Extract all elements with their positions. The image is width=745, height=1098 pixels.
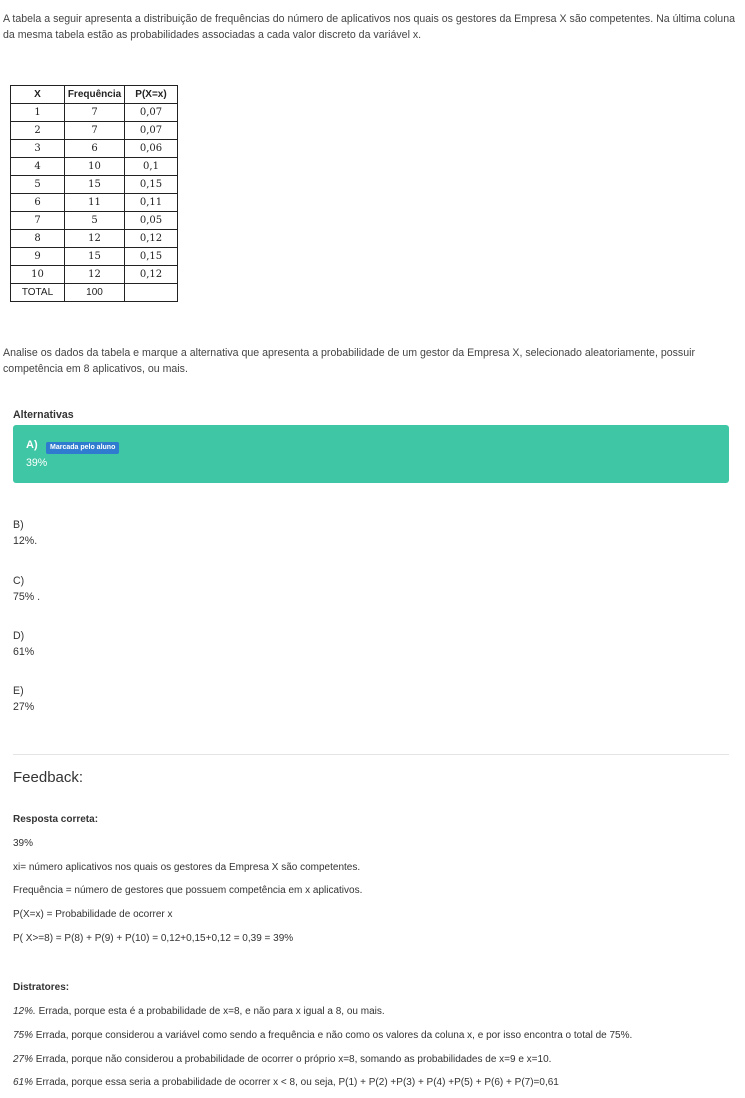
- intro-text: A tabela a seguir apresenta a distribuição de frequências do número de aplicativos nos quais os gestores da Empresa X são competentes. Na última coluna da mesma tabela estão as probabilidades associadas a cada valor discreto da variável x.: [3, 13, 735, 41]
- cell-x: 1: [11, 104, 65, 122]
- distractor-text: Errada, porque não considerou a probabilidade de ocorrer o próprio x=8, somando as probabilidades de x=9 e x=10.: [33, 1054, 552, 1065]
- distractor-value: 27%: [13, 1054, 34, 1065]
- table-row: [11, 266, 178, 284]
- feedback-line: Frequência = número de gestores que possuem competência em x aplicativos.: [13, 885, 363, 896]
- question-text: Analise os dados da tabela e marque a alternativa que apresenta a probabilidade de um gestor da Empresa X, selecionado aleatoriamente, possuir competência em 8 aplicativos, ou mais.: [3, 347, 695, 375]
- distractor-text: Errada, porque esta é a probabilidade de x=8, e não para x igual a 8, ou mais.: [35, 1006, 385, 1017]
- table-row: [11, 176, 178, 194]
- cell-probability: 0,11: [125, 194, 178, 212]
- header-x: X: [11, 86, 65, 104]
- distractor-line: [13, 1054, 551, 1065]
- cell-x: 2: [11, 122, 65, 140]
- distractor-text: Errada, porque considerou a variável como sendo a frequência e não como os valores da coluna x, e por isso encontra o total de 75%.: [33, 1030, 633, 1041]
- alternative-value: 12%.: [13, 535, 38, 547]
- total-label: TOTAL: [11, 284, 65, 302]
- table-total-row: [11, 284, 178, 302]
- alternative-value: 27%: [13, 701, 35, 713]
- cell-x: 5: [11, 176, 65, 194]
- table-row: [11, 212, 178, 230]
- distractor-line: [13, 1077, 559, 1088]
- cell-frequency: 5: [65, 212, 125, 230]
- table-row: [11, 194, 178, 212]
- cell-frequency: 7: [65, 122, 125, 140]
- alternative-letter: D): [13, 630, 25, 642]
- cell-frequency: 15: [65, 176, 125, 194]
- cell-frequency: 15: [65, 248, 125, 266]
- cell-probability: 0,15: [125, 248, 178, 266]
- cell-frequency: 7: [65, 104, 125, 122]
- alternative-value: 75% .: [13, 591, 41, 603]
- distractor-value: 12%.: [13, 1006, 36, 1017]
- cell-x: 4: [11, 158, 65, 176]
- table-row: [11, 140, 178, 158]
- alternative-letter: C): [13, 575, 25, 587]
- feedback-line: P(X=x) = Probabilidade de ocorrer x: [13, 909, 173, 920]
- alternative-b[interactable]: [13, 517, 37, 549]
- cell-probability: 0,07: [125, 104, 178, 122]
- distractor-value: 61%: [13, 1077, 34, 1088]
- alternative-e[interactable]: [13, 683, 34, 715]
- cell-probability: 0,06: [125, 140, 178, 158]
- cell-frequency: 12: [65, 266, 125, 284]
- correct-answer-value: 39%: [13, 838, 34, 849]
- feedback-title: Feedback:: [13, 769, 84, 786]
- cell-frequency: 10: [65, 158, 125, 176]
- alternative-a-selected[interactable]: [13, 425, 729, 483]
- section-divider: [13, 754, 729, 755]
- cell-x: 8: [11, 230, 65, 248]
- cell-frequency: 6: [65, 140, 125, 158]
- feedback-line: P( X>=8) = P(8) + P(9) + P(10) = 0,12+0,15+0,12 = 0,39 = 39%: [13, 933, 294, 944]
- cell-probability: 0,1: [125, 158, 178, 176]
- distractor-value: 75%: [13, 1030, 34, 1041]
- table-row: [11, 158, 178, 176]
- table-row: [11, 248, 178, 266]
- alternative-value: 39%: [26, 457, 48, 469]
- correct-answer-label: Resposta correta:: [13, 814, 99, 825]
- cell-x: 10: [11, 266, 65, 284]
- distractor-text: Errada, porque essa seria a probabilidade de ocorrer x < 8, ou seja, P(1) + P(2) +P(3) + P(4) +P(5) + P(6) + P(7)=0,61: [33, 1077, 559, 1088]
- alternative-letter: B): [13, 519, 24, 531]
- alternative-letter: A): [26, 439, 38, 451]
- cell-probability: 0,12: [125, 266, 178, 284]
- alternatives-title: Alternativas: [13, 409, 74, 421]
- feedback-line: xi= número aplicativos nos quais os gestores da Empresa X são competentes.: [13, 862, 361, 873]
- cell-probability: 0,15: [125, 176, 178, 194]
- total-value: 100: [65, 284, 125, 302]
- cell-probability: 0,12: [125, 230, 178, 248]
- alternative-letter: E): [13, 685, 24, 697]
- selected-badge: Marcada pelo aluno: [46, 442, 119, 454]
- alternative-value: 61%: [13, 646, 35, 658]
- cell-x: 9: [11, 248, 65, 266]
- distractors-label: Distratores:: [13, 982, 70, 993]
- cell-x: 6: [11, 194, 65, 212]
- alternative-d[interactable]: [13, 628, 34, 660]
- alternative-c[interactable]: [13, 573, 40, 605]
- distractor-line: [13, 1006, 385, 1017]
- table-row: [11, 122, 178, 140]
- cell-x: 3: [11, 140, 65, 158]
- cell-frequency: 12: [65, 230, 125, 248]
- cell-probability: 0,07: [125, 122, 178, 140]
- header-frequency: Frequência: [65, 86, 125, 104]
- header-probability: P(X=x): [125, 86, 178, 104]
- cell-probability: 0,05: [125, 212, 178, 230]
- distractor-line: [13, 1030, 632, 1041]
- frequency-table: [10, 85, 178, 302]
- table-row: [11, 230, 178, 248]
- total-probability: [125, 284, 178, 302]
- cell-frequency: 11: [65, 194, 125, 212]
- table-row: [11, 104, 178, 122]
- cell-x: 7: [11, 212, 65, 230]
